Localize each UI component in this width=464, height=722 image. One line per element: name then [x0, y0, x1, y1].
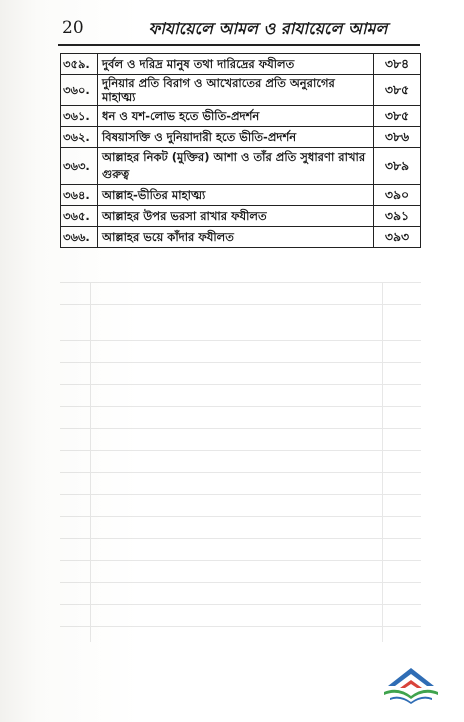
table-row: [61, 75, 421, 106]
page-number: 20: [62, 18, 84, 38]
serial-number: ৩৬৬.: [61, 227, 98, 248]
table-row: [61, 127, 421, 148]
serial-number: ৩৬১.: [61, 106, 98, 127]
page-ref: ৩৯৩: [374, 227, 421, 248]
chapter-title: আল্লাহ-ভীতির মাহাত্ম্য: [98, 185, 374, 206]
table-of-contents: [60, 53, 421, 248]
serial-number: ৩৬২.: [61, 127, 98, 148]
chapter-title: আল্লাহর নিকট (মুক্তির) আশা ও তাঁর প্রতি সুধারণা রাখার গুরুত্ব: [98, 148, 374, 185]
serial-number: ৩৬৩.: [61, 148, 98, 185]
publisher-logo-icon: [380, 664, 442, 706]
page-ref: ৩৯০: [374, 185, 421, 206]
table-row: [61, 148, 421, 185]
page-header: [0, 14, 464, 48]
serial-number: ৩৬৫.: [61, 206, 98, 227]
table-row: [61, 227, 421, 248]
page-ref: ৩৮৬: [374, 127, 421, 148]
chapter-title: আল্লাহর উপর ভরসা রাখার ফযীলত: [98, 206, 374, 227]
table-row: [61, 106, 421, 127]
serial-number: ৩৬৪.: [61, 185, 98, 206]
table-row: [61, 54, 421, 75]
chapter-title: দুনিয়ার প্রতি বিরাগ ও আখেরাতের প্রতি অনুরাগের মাহাত্ম্য: [98, 75, 374, 106]
page-ref: ৩৮৫: [374, 106, 421, 127]
chapter-title: বিষয়াসক্তি ও দুনিয়াদারী হতে ভীতি-প্রদর্শন: [98, 127, 374, 148]
page-ref: ৩৮৯: [374, 148, 421, 185]
page-ref: ৩৮৫: [374, 75, 421, 106]
chapter-title: ধন ও যশ-লোভ হতে ভীতি-প্রদর্শন: [98, 106, 374, 127]
table-row: [61, 206, 421, 227]
serial-number: ৩৬০.: [61, 75, 98, 106]
show-through-from-reverse-page: [60, 282, 421, 642]
running-title: ফাযায়েলে আমল ও রাযায়েলে আমল: [148, 19, 388, 38]
header-rule: [58, 44, 420, 46]
table-row: [61, 185, 421, 206]
page-ref: ৩৮৪: [374, 54, 421, 75]
page-ref: ৩৯১: [374, 206, 421, 227]
chapter-title: দুর্বল ও দরিদ্র মানুষ তথা দারিদ্রের ফযীলত: [98, 54, 374, 75]
chapter-title: আল্লাহর ভয়ে কাঁদার ফযীলত: [98, 227, 374, 248]
toc-body: [61, 54, 421, 248]
serial-number: ৩৫৯.: [61, 54, 98, 75]
